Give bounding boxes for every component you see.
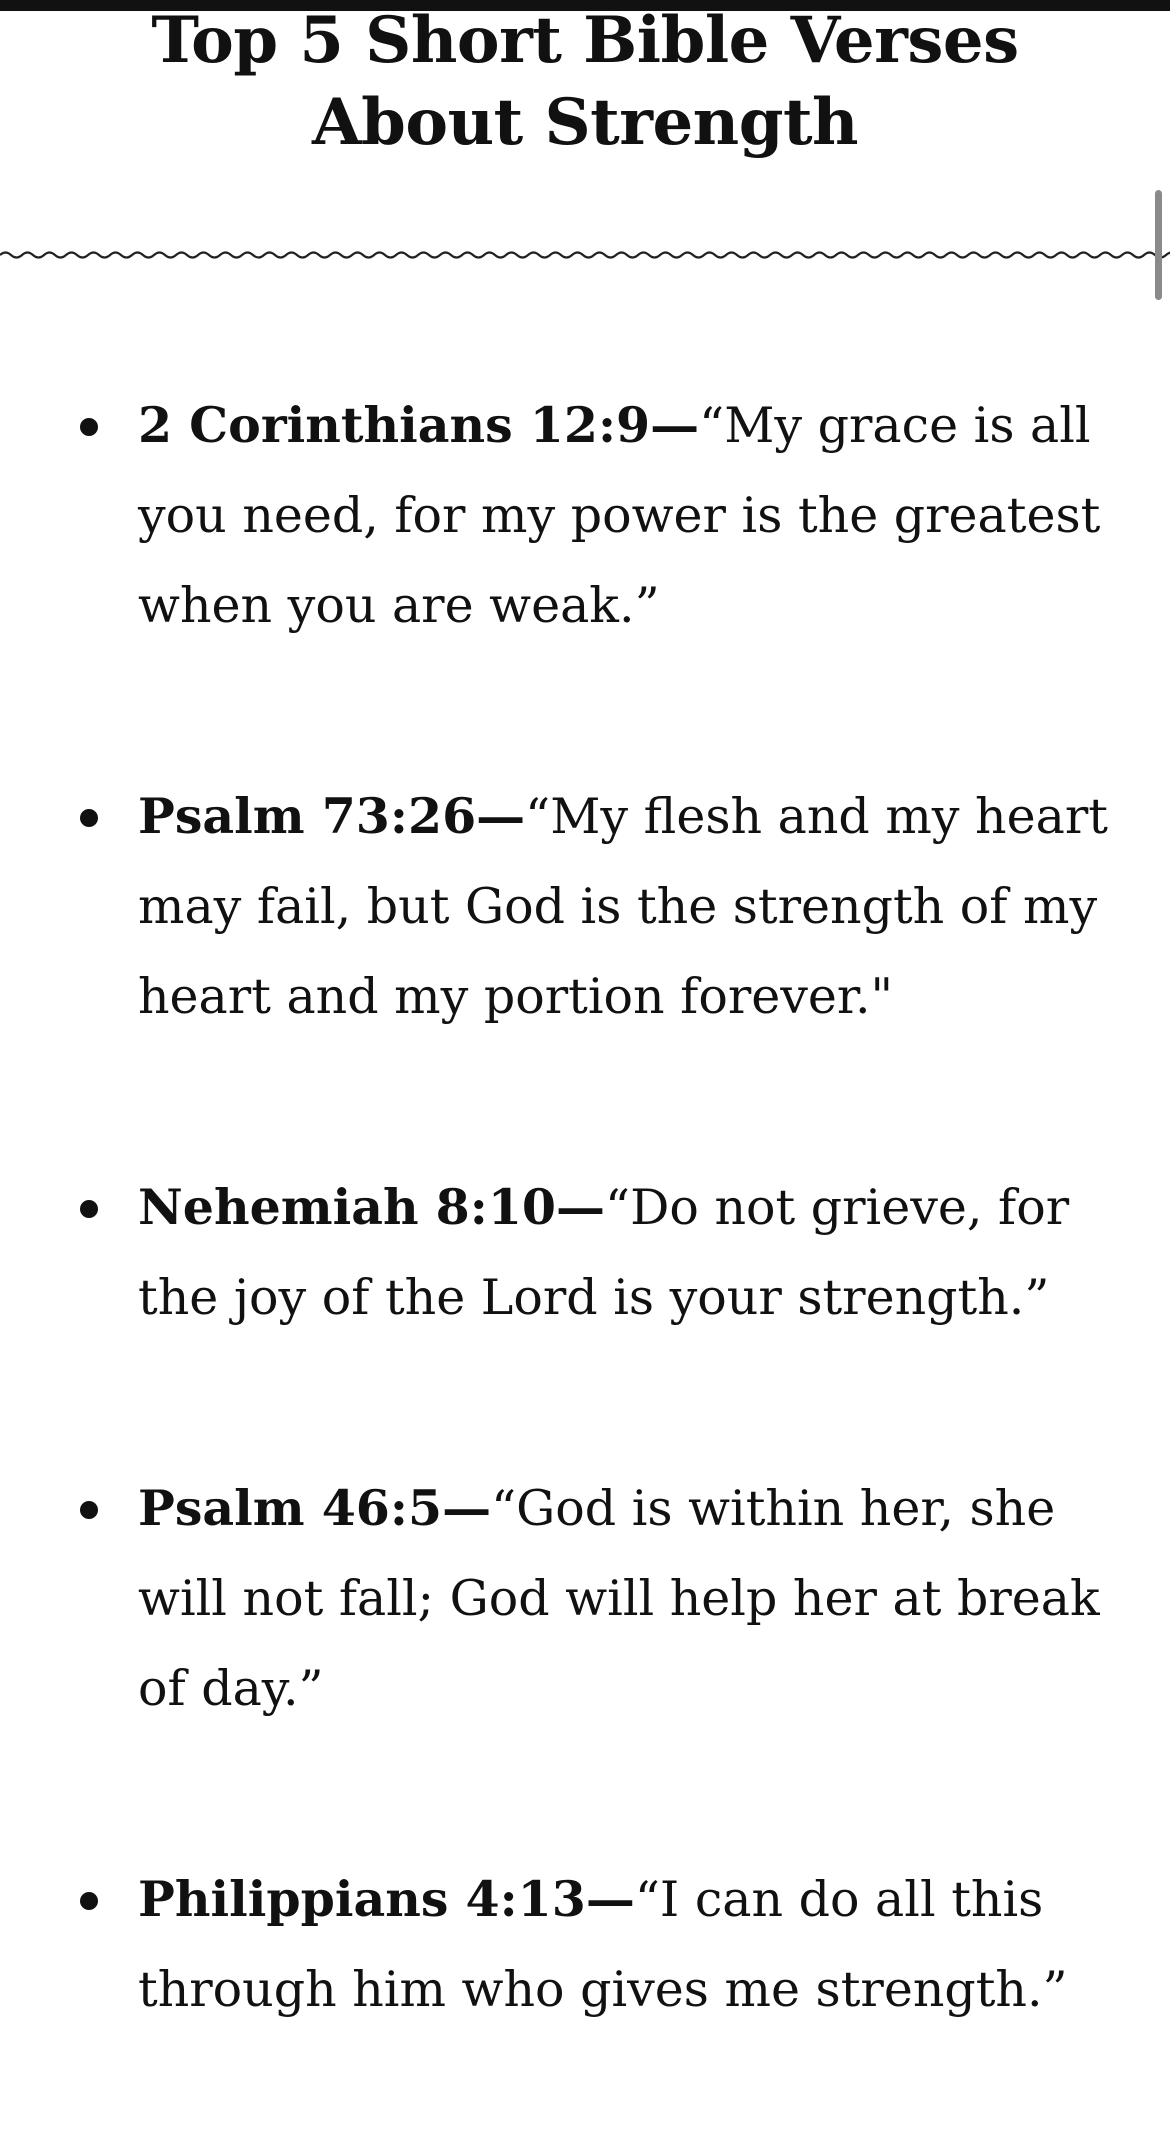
verse-reference: 2 Corinthians 12:9— xyxy=(138,396,700,454)
verse-text: “My flesh and my heart may fail, but God is the strength of my heart and my portion forever." xyxy=(138,788,1108,1025)
bullet-icon xyxy=(80,418,98,436)
page-title: Top 5 Short Bible Verses About Strength xyxy=(151,3,1019,160)
verse-text: “I can do all this through him who gives me strength.” xyxy=(138,1871,1068,2018)
bullet-icon xyxy=(80,1892,98,1910)
bullet-icon xyxy=(80,1200,98,1218)
scrollbar-thumb[interactable] xyxy=(1155,190,1162,300)
verse-text: “My grace is all you need, for my power is the greatest when you are weak.” xyxy=(138,397,1101,634)
list-item xyxy=(0,1162,1170,1343)
wavy-divider xyxy=(0,240,1170,270)
verse-reference: Psalm 73:26— xyxy=(138,787,526,845)
list-item xyxy=(0,1463,1170,1734)
list-item xyxy=(0,771,1170,1042)
verse-reference: Nehemiah 8:10— xyxy=(138,1178,606,1236)
verse-text: “Do not grieve, for the joy of the Lord is your strength.” xyxy=(138,1179,1070,1326)
list-item xyxy=(0,1854,1170,2035)
verse-reference: Philippians 4:13— xyxy=(138,1870,635,1928)
bullet-icon xyxy=(80,809,98,827)
verse-text: “God is within her, she will not fall; God will help her at break of day.” xyxy=(138,1480,1100,1717)
bullet-icon xyxy=(80,1501,98,1519)
verse-reference: Psalm 46:5— xyxy=(138,1479,492,1537)
verse-list xyxy=(0,380,1170,2155)
list-item xyxy=(0,380,1170,651)
